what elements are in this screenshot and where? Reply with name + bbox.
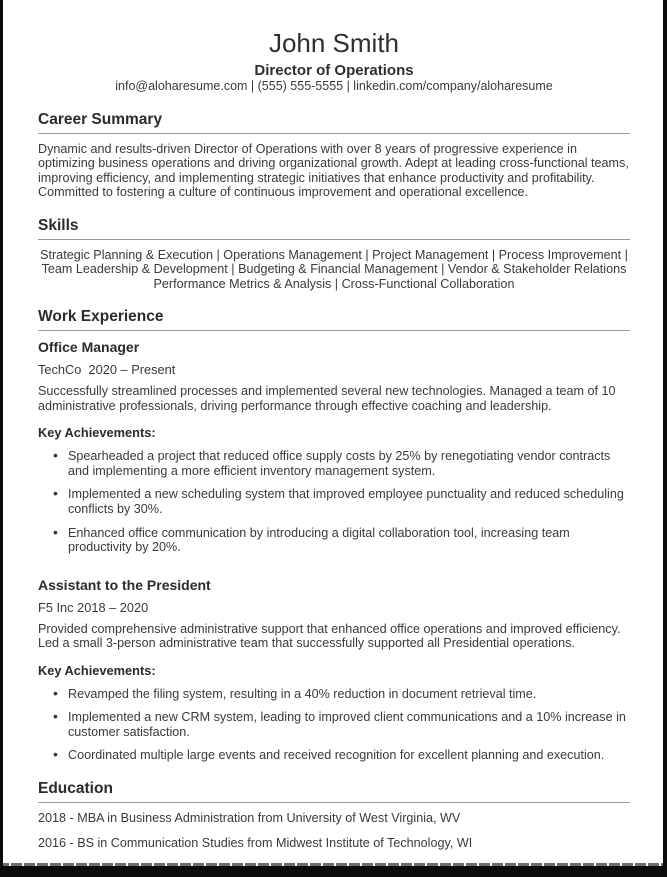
achievement-item: • Spearheaded a project that reduced office supply costs by 25% by renegotiating vendor contracts and implementing a more efficient inventory management system. xyxy=(38,449,630,478)
achievement-item: • Implemented a new CRM system, leading to improved client communications and a 10% increase in customer satisfaction. xyxy=(38,710,630,739)
career-summary-paragraph: Dynamic and results-driven Director of Operations with over 8 years of progressive experience in optimizing business operations and driving organizational growth. Adept at leading cross-functional teams, improving efficiency, and implementing strategic initiatives that enhance productivity and profitability. Committed to fostering a culture of continuous improvement and operational excellence. xyxy=(38,142,629,200)
candidate-name: John Smith xyxy=(268,28,400,58)
skills-line: Team Leadership & Development | Budgeting & Financial Management | Vendor & Stakeholder Relations xyxy=(41,262,627,277)
achievements-list xyxy=(38,449,630,555)
job-summary: Provided comprehensive administrative support that enhanced office operations and improved efficiency. Led a small 3-person administrative team that successfully supported all Presidential operations. xyxy=(38,621,621,651)
candidate-title: Director of Operations xyxy=(254,62,414,79)
achievement-item: • Coordinated multiple large events and received recognition for excellent planning and execution. xyxy=(38,748,630,763)
career-summary-heading: Career Summary xyxy=(38,111,630,134)
achievement-item: • Revamped the filing system, resulting in a 40% reduction in document retrieval time. xyxy=(38,687,630,702)
skills-heading: Skills xyxy=(38,217,630,240)
skills-line: Strategic Planning & Execution | Operations Management | Project Management | Process Improvement | xyxy=(40,247,628,262)
job-summary: Successfully streamlined processes and implemented several new technologies. Managed a team of 10 administrative professionals, driving performance through effective coaching and leadership. xyxy=(38,384,616,413)
section-work-experience xyxy=(38,308,630,763)
achievements-label: Key Achievements: xyxy=(38,425,156,441)
resume-content xyxy=(3,0,663,850)
skills-list xyxy=(38,248,630,292)
achievements-list xyxy=(38,687,630,763)
job-title: Assistant to the President xyxy=(38,576,211,593)
job-entry-assistant-president xyxy=(38,577,630,763)
achievement-item: • Enhanced office communication by introducing a digital collaboration tool, increasing team productivity by 20%. xyxy=(38,526,630,555)
education-entry: 2018 - MBA in Business Administration from University of West Virginia, WV xyxy=(38,810,461,825)
job-entry-office-manager xyxy=(38,339,630,554)
education-heading: Education xyxy=(38,780,630,803)
job-title: Office Manager xyxy=(38,339,140,356)
section-education xyxy=(38,780,630,850)
work-experience-heading: Work Experience xyxy=(38,308,630,331)
skills-line: Performance Metrics & Analysis | Cross-Functional Collaboration xyxy=(153,276,515,291)
job-company-dates: F5 Inc 2018 – 2020 xyxy=(38,599,149,615)
achievement-item: • Implemented a new scheduling system that improved employee punctuality and reduced scheduling conflicts by 30%. xyxy=(38,487,630,516)
achievements-label: Key Achievements: xyxy=(38,662,156,678)
job-company-dates: TechCo 2020 – Present xyxy=(38,362,176,378)
resume-header xyxy=(38,28,630,94)
section-skills xyxy=(38,217,630,292)
education-entry: 2016 - BS in Communication Studies from Midwest Institute of Technology, WI xyxy=(38,835,473,850)
contact-line: info@aloharesume.com | (555) 555-5555 | linkedin.com/company/aloharesume xyxy=(115,79,553,93)
section-career-summary xyxy=(38,111,630,200)
